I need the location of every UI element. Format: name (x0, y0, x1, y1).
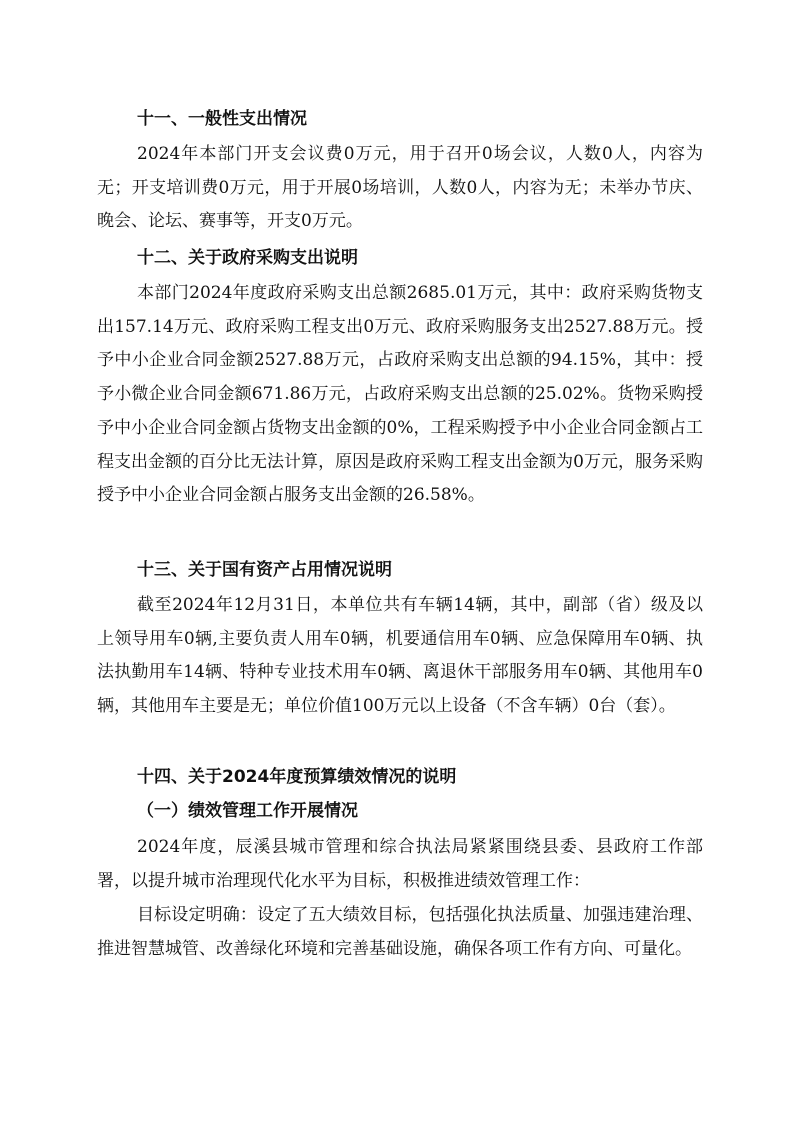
section-13-paragraph: 截至2024年12月31日，本单位共有车辆14辆，其中，副部（省）级及以上领导用车0辆,主要负责人用车0辆，机要通信用车0辆、应急保障用车0辆、执法执勤用车14辆、特种专业技术用车0辆、离退休干部服务用车0辆、其他用车0辆，其他用车主要是无；单位价值100万元以上设备（不含车辆）0台（套）。 (97, 595, 703, 717)
section-12-paragraph: 本部门2024年度政府采购支出总额2685.01万元，其中：政府采购货物支出157.14万元、政府采购工程支出0万元、政府采购服务支出2527.88万元。授予中小企业合同金额2527.88万元，占政府采购支出总额的94.15%，其中：授予小微企业合同金额671.86万元，占政府采购支出总额的25.02%。货物采购授予中小企业合同金额占货物支出金额的0%，工程采购授予中小企业合同金额占工程支出金额的百分比无法计算，原因是政府采购工程支出金额为0万元，服务采购授予中小企业合同金额占服务支出金额的26.58%。 (97, 283, 703, 506)
section-14-paragraph-1: 2024年度，辰溪县城市管理和综合执法局紧紧围绕县委、县政府工作部署，以提升城市治理现代化水平为目标，积极推进绩效管理工作： (97, 837, 703, 891)
section-11-paragraph: 2024年本部门开支会议费0万元，用于召开0场会议，人数0人，内容为无；开支培训费0万元，用于开展0场培训，人数0人，内容为无；未举办节庆、晚会、论坛、赛事等，开支0万元。 (97, 144, 703, 232)
section-12-heading: 十二、关于政府采购支出说明 (137, 248, 358, 268)
section-14-heading: 十四、关于2024年度预算绩效情况的说明 (137, 767, 457, 787)
section-13-heading: 十三、关于国有资产占用情况说明 (137, 560, 392, 580)
section-14-subheading: （一）绩效管理工作开展情况 (137, 801, 358, 821)
section-11-heading: 十一、一般性支出情况 (137, 109, 307, 129)
section-14-paragraph-2: 目标设定明确：设定了五大绩效目标，包括强化执法质量、加强违建治理、推进智慧城管、改善绿化环境和完善基础设施，确保各项工作有方向、可量化。 (97, 905, 703, 959)
